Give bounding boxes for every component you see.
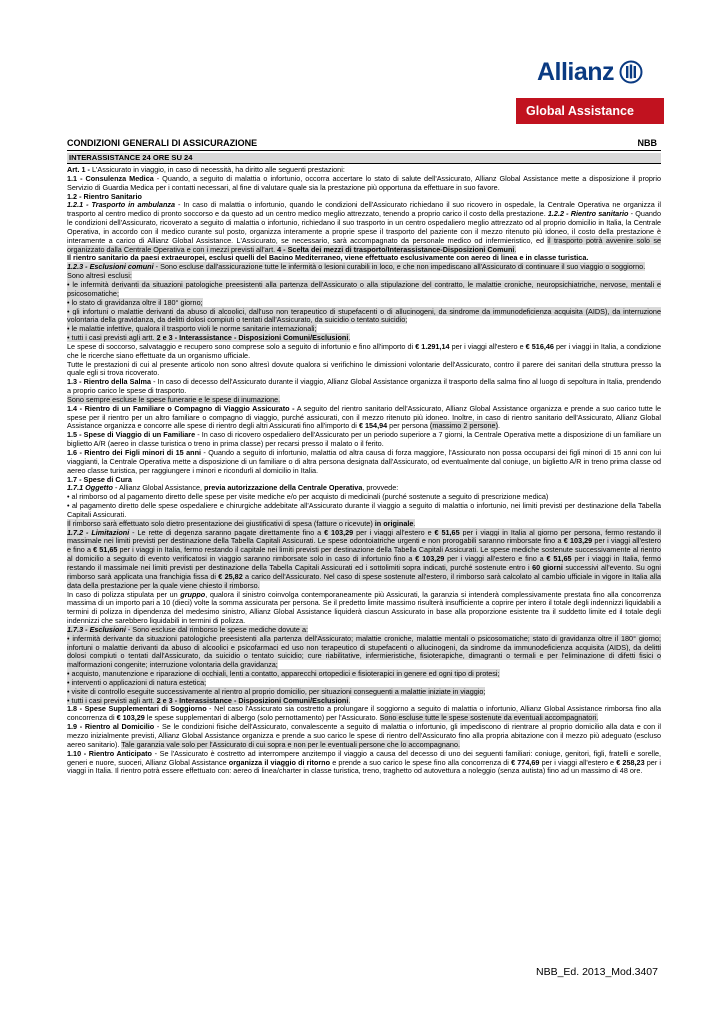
paragraph: • le infermità derivanti da situazioni patologiche preesistenti alla partenza dell'Assicurato o alla stipulazione del contratto, le malattie croniche, neuropsichiatriche, nervose, mentali e psicosomatiche; [67, 279, 661, 298]
paragraph: 1.2.1 - Trasporto in ambulanza - In caso di malattia o infortunio, quando le condizioni dell'Assicurato richiedano il suo ricovero in ospedale, la Centrale Operativa ne organizza il trasporto al centro medico di pronto soccorso e da questo ad un centro medico meglio attrezzato, tenendo a proprio carico il costo della prestazione. 1.2.2 - Rientro sanitario - Quando le condizioni dell'Assicurato, ricoverato a seguito di malattia o infortunio, richiedano il suo trasporto in un centro ospedaliero meglio attrezzato od al proprio domicilio in Italia, la Centrale Operativa, in accordo con il medico curante sul posto, organizza interamente a proprie spese il trasporto del paziente con il mezzo ritenuto più idoneo, il costo della prestazione è interamente a carico di Allianz Global Assistance. L'Assicurato, se necessario, sarà accompagnato da personale medico od infermieristico, ed il trasporto potrà avvenire solo se organizzato dalla Centrale Operativa e con i mezzi previsti all'art. 4 - Scelta dei mezzi di trasporto/Interassistance-Disposizioni Comuni. [67, 200, 661, 254]
paragraph: • le malattie infettive, qualora il trasporto violi le norme sanitarie internazionali; [67, 324, 317, 334]
document-title: CONDIZIONI GENERALI DI ASSICURAZIONE [67, 138, 258, 148]
section-divider [67, 163, 661, 164]
paragraph: • lo stato di gravidanza oltre il 180° giorno; [67, 297, 203, 307]
document-code: NBB [637, 138, 657, 148]
paragraph: 1.6 - Rientro dei Figli minori di 15 anni - Quando a seguito di infortunio, malattia od altra causa di forza maggiore, l'Assicurato non possa occuparsi dei figli minori di 15 anni con lui viaggianti, la Centrale Operativa mette a disposizione di un familiare o di altra persona designata dall'Assicurato, od eventualmente dal coniuge, un biglietto A/R in treno prima classe od aereo classe turistica, per raggiungere i minori e ricondurli al domicilio in Italia. [67, 448, 661, 475]
paragraph: • interventi o applicazioni di natura estetica; [67, 677, 207, 687]
document-body [67, 166, 661, 934]
paragraph: 1.7 - Spese di Cura [67, 474, 132, 484]
paragraph: • infermità derivante da situazioni patologiche preesistenti alla partenza dell'Assicurato; malattie croniche, malattie mentali o psicosomatiche; stato di gravidanza oltre il 180° giorno; infortuni o malattie derivanti da abuso di alcoolici e psicofarmaci ed uso non terapeutico di stupefacenti o allucinogeni, da sindrome da immunodeficienza acquisita (AIDS), da delitti dolosi compiuti o tentati dall'Assicurato, da suicidio o tentato suicidio; cure riabilitative, infermieristiche, fisioterapiche, dimagranti o termali e per l'eliminazione di difetti fisici o malformazioni congenite; interruzione volontaria della gravidanza; [67, 633, 661, 670]
paragraph: Il rientro sanitario da paesi extraeuropei, esclusi quelli del Bacino Mediterraneo, viene effettuato esclusivamente con aereo di linea e in classe turistica. [67, 253, 589, 263]
paragraph: 1.8 - Spese Supplementari di Soggiorno - Nel caso l'Assicurato sia costretto a prolungare il soggiorno a seguito di malattia o infortunio, Allianz Global Assistance rimborsa fino alla concorrenza di € 103,29 le spese supplementari di albergo (solo pernottamento) per l'Assicurato. Sono escluse tutte le spese sostenute da eventuali accompagnatori. [67, 704, 661, 723]
paragraph: 1.7.3 - Esclusioni - Sono escluse dal rimborso le spese mediche dovute a: [67, 624, 308, 634]
paragraph: In caso di polizza stipulata per un gruppo, qualora il sinistro coinvolga contemporaneamente più Assicurati, la garanzia si intenderà complessivamente prestata fino alla concorrenza massima di un importo pari a 10 (dieci) volte la somma assicurata per persona. Se il predetto limite massimo risulterà insufficiente a coprire per intero il totale degli indennizzi liquidabili a termini di polizza in dipendenza del medesimo sinistro, Allianz Global Assistance liquiderà ciascun Assicurato in base alla proporzione esistente tra il suddetto limite ed il totale degli indennizzi che sarebbero liquidabili in termini di polizza. [67, 589, 661, 626]
paragraph: Art. 1 - L'Assicurato in viaggio, in caso di necessità, ha diritto alle seguenti prestazioni: [67, 166, 345, 174]
paragraph: • tutti i casi previsti agli artt. 2 e 3 - Interassistance - Disposizioni Comuni/Esclusioni. [67, 333, 351, 343]
paragraph: 1.4 - Rientro di un Familiare o Compagno di Viaggio Assicurato - A seguito del rientro sanitario dell'Assicurato, Allianz Global Assistance organizza e prende a suo carico tutte le spese per il rientro per un altro familiare o compagno di viaggio, purché assicurati, con il mezzo ritenuto più idoneo. Inoltre, in caso di rientro sanitario dell'Assicurato, Allianz Global Assistance organizza e concorre alle spese di rientro degli altri Assicurati fino all'importo di € 154,94 per persona (massimo 2 persone). [67, 403, 661, 431]
paragraph: 1.1 - Consulenza Medica - Quando, a seguito di malattia o infortunio, occorra accertare lo stato di salute dell'Assicurato, Allianz Global Assistance mette a disposizione il proprio Servizio di Guardia Medica per i contatti necessari, al fine di valutare quale sia la prestazione più opportuna da effettuare in suo favore. [67, 173, 661, 192]
paragraph: Sono sempre escluse le spese funerarie e le spese di inumazione. [67, 394, 281, 404]
paragraph: 1.10 - Rientro Anticipato - Se l'Assicurato è costretto ad interrompere anzitempo il viaggio a causa del decesso di uno dei seguenti familiari: coniuge, genitori, figli, fratelli e sorelle, generi e nuore, suoceri, Allianz Global Assistance organizza il viaggio di ritorno e prende a suo carico le spese fino alla concorrenza di € 774,69 per i viaggi all'estero e € 258,23 per i viaggi in Italia. Il rientro potrà essere effettuato con: aereo di linea/charter in classe turistica, treno, traghetto od autovettura a noleggio (senza autista) fino ad un massimo di 48 ore. [67, 748, 661, 776]
logo-division-bar: Global Assistance [516, 98, 664, 124]
paragraph: • al pagamento diretto delle spese ospedaliere e chirurgiche addebitate all'Assicurato durante il viaggio a seguito di malattia o infortunio, nei limiti previsti per destinazione della Tabella Capitali Assicurati. [67, 501, 661, 519]
paragraph: 1.3 - Rientro della Salma - In caso di decesso dell'Assicurato durante il viaggio, Allianz Global Assistance organizza il trasporto della salma fino al luogo di sepoltura in Italia, prendendo a proprio carico le spese di trasporto. [67, 377, 661, 396]
section-title: INTERASSISTANCE 24 ORE SU 24 [67, 153, 661, 163]
paragraph: Tutte le prestazioni di cui al presente articolo non sono altresì dovute qualora si verifichino le dimissioni volontarie dell'Assicurato, contro il parere dei sanitari della struttura presso la quale egli si trova ricoverato. [67, 359, 661, 378]
logo-brand-area [516, 46, 664, 98]
paragraph: • gli infortuni o malattie derivanti da abuso di alcoolici, dall'uso non terapeutico di stupefacenti o di allucinogeni, da sindrome da immunodeficienza acquisita (AIDS), da interruzione volontaria della gravidanza, da delitti dolosi compiuti o tentati dall'Assicurato, da suicidio o tentato suicidio; [67, 306, 661, 325]
header-divider [67, 150, 661, 151]
paragraph: 1.2.3 - Esclusioni comuni - Sono escluse dall'assicurazione tutte le infermità o lesioni curabili in loco, e che non impediscano all'Assicurato di continuare il suo viaggio o soggiorno. [67, 262, 646, 272]
allianz-eagle-icon [619, 60, 643, 84]
paragraph: 1.7.1 Oggetto - Allianz Global Assistance, previa autorizzazione della Centrale Operativa, provvede: [67, 483, 399, 493]
document-header [67, 138, 661, 150]
paragraph: 1.7.2 - Limitazioni - Le rette di degenza saranno pagate direttamente fino a € 103,29 per i viaggi all'estero e € 51,65 per i viaggi in Italia al giorno per persona, fermo restando il massimale nei limiti previsti per destinazione della Tabella Capitali Assicurati. Le spese odontoiatriche urgenti e non prorogabili saranno rimborsate fino a € 103,29 per i viaggi all'estero e fino a € 51,65 per i viaggi in Italia, fermo restando il capitale nei limiti previsti per destinazione della Tabella Capitali Assicurati. Le spese mediche sostenute successivamente al rientro al domicilio a seguito di evento verificatosi in viaggio saranno rimborsate solo in caso di infortunio fino a € 103,29 per i viaggi all'estero e fino a € 51,65 per i viaggi in Italia, fermo restando il massimale nei limiti previsti per destinazione della Tabella Capitali Assicurati ed i sottolimiti sopra indicati, purché sostenute entro i 60 giorni successivi all'evento. Su ogni rimborso sarà applicata una franchigia fissa di € 25,82 a carico dell'Assicurato. Nel caso di spese sostenute all'estero, il rimborso sarà calcolato al cambio ufficiale in vigore in Italia alla data della prestazione per la quale viene chiesto il rimborso. [67, 527, 661, 590]
edition-footer: NBB_Ed. 2013_Mod.3407 [535, 966, 658, 978]
paragraph: 1.5 - Spese di Viaggio di un Familiare - In caso di ricovero ospedaliero dell'Assicurato per un periodo superiore a 7 giorni, la Centrale Operativa mette a disposizione di un familiare un biglietto A/R (aereo in classe turistica o treno in prima classe) per recarsi presso il malato o il ferito. [67, 430, 661, 449]
paragraph: • visite di controllo eseguite successivamente al rientro al proprio domicilio, per situazioni conseguenti a malattie iniziate in viaggio; [67, 686, 486, 696]
allianz-logo [516, 46, 664, 124]
logo-brand-name: Allianz [536, 57, 615, 86]
paragraph: 1.2 - Rientro Sanitario [67, 191, 142, 201]
paragraph: • acquisto, manutenzione e riparazione di occhiali, lenti a contatto, apparecchi ortopedici e fisioterapici in genere ed ogni tipo di protesi; [67, 669, 500, 679]
paragraph: Il rimborso sarà effettuato solo dietro presentazione dei giustificativi di spesa (fatture o ricevute) in originale. [67, 518, 416, 528]
paragraph: • tutti i casi previsti agli artt. 2 e 3 - Interassistance - Disposizioni Comuni/Esclusioni. [67, 695, 351, 705]
paragraph: Sono altresì esclusi: [67, 271, 132, 281]
paragraph: • al rimborso od al pagamento diretto delle spese per visite mediche e/o per acquisto di medicinali (purché sostenute a seguito di prescrizione medica) [67, 492, 549, 502]
paragraph: 1.9 - Rientro al Domicilio - Se le condizioni fisiche dell'Assicurato, convalescente a seguito di malattia o infortunio, gli impediscono di rientrare al proprio domicilio alla data e con il mezzo inizialmente previsti, Allianz Global Assistance organizza e prende a suo carico le spese di rientro dell'Assicurato fino alla propria abitazione con il mezzo più adeguato (escluso aereo sanitario). Tale garanzia vale solo per l'Assicurato di cui sopra e non per le eventuali persone che lo accompagnano. [67, 722, 661, 749]
paragraph: Le spese di soccorso, salvataggio e recupero sono comprese solo a seguito di infortunio e fino all'importo di € 1.291,14 per i viaggi all'estero e € 516,46 per i viaggi in Italia, a condizione che le ricerche siano effettuate da un organismo ufficiale. [67, 341, 661, 360]
